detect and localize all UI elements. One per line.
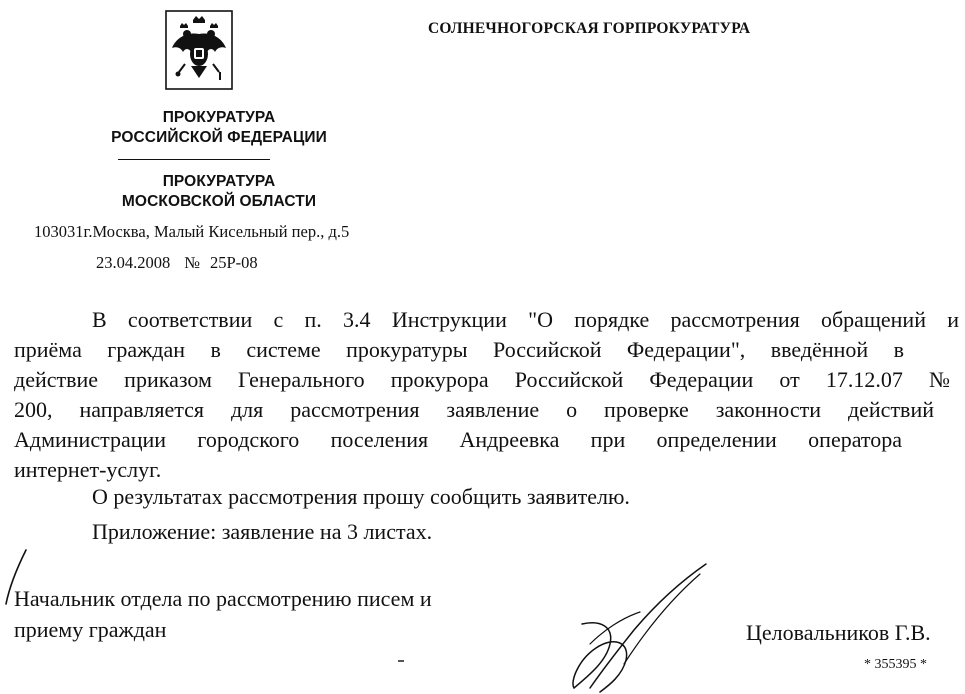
agency-name-federal <box>60 108 378 148</box>
date-and-number <box>96 253 258 273</box>
letter-body <box>14 305 959 485</box>
recipient: СОЛНЕЧНОГОРСКАЯ ГОРПРОКУРАТУРА <box>428 20 751 37</box>
document-date: 23.04.2008 <box>96 253 171 272</box>
document-code: * 355395 * <box>864 657 927 672</box>
signatory-title <box>14 583 432 645</box>
agency-line: ПРОКУРАТУРА <box>162 173 276 190</box>
agency-line: ПРОКУРАТУРА <box>162 109 276 126</box>
body-line: Администрации городского поселения Андреевка при определении оператора <box>14 427 902 452</box>
attachment-note: Приложение: заявление на 3 листах. <box>92 519 433 544</box>
signatory-title-line: приему граждан <box>14 617 167 642</box>
body-line: приёма граждан в системе прокуратуры Российской Федерации", введённой в <box>14 337 904 362</box>
body-line: В соответствии с п. 3.4 Инструкции "О порядке рассмотрения обращений и <box>92 307 959 332</box>
signatory-title-line: Начальник отдела по рассмотрению писем и <box>14 586 432 611</box>
agency-line: РОССИЙСКОЙ ФЕДЕРАЦИИ <box>111 129 327 146</box>
body-line: действие приказом Генерального прокурора Российской Федерации от 17.12.07 № <box>14 367 950 392</box>
body-line: 200, направляется для рассмотрения заявление о проверке законности действий <box>14 397 934 422</box>
results-request: О результатах рассмотрения прошу сообщить заявителю. <box>92 484 630 509</box>
handwritten-signature <box>560 560 710 694</box>
sender-address: 103031г.Москва, Малый Кисельный пер., д.5 <box>34 222 350 241</box>
number-sign: № <box>184 253 200 272</box>
coat-of-arms-icon <box>163 8 235 92</box>
signatory-name: Целовальников Г.В. <box>746 620 931 645</box>
document-number: 25Р-08 <box>210 253 258 272</box>
divider <box>118 159 270 160</box>
speck <box>398 660 404 662</box>
body-line: интернет-услуг. <box>14 457 162 482</box>
agency-line: МОСКОВСКОЙ ОБЛАСТИ <box>121 193 317 210</box>
agency-name-regional <box>60 172 378 212</box>
